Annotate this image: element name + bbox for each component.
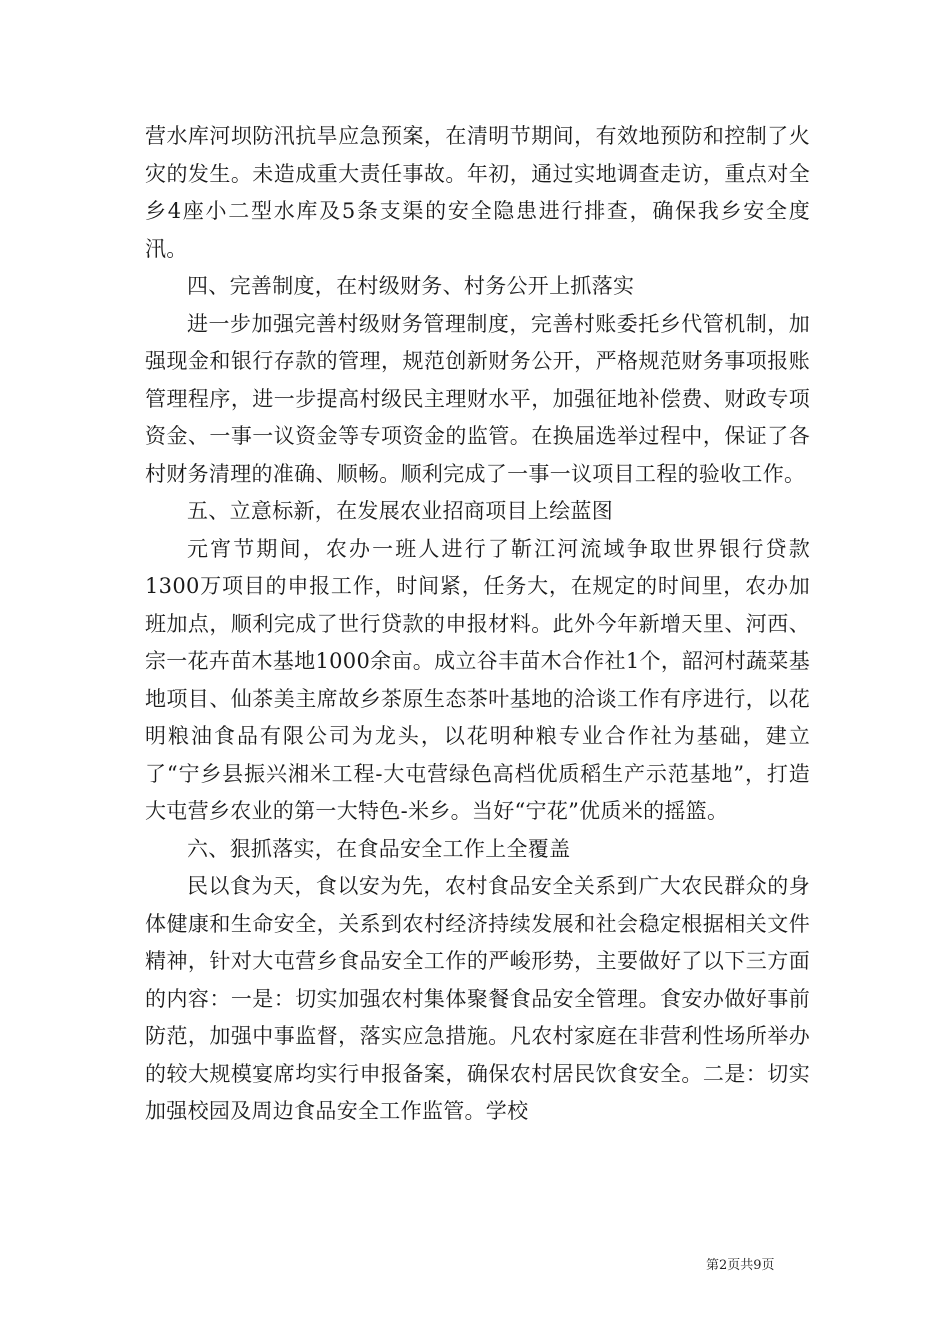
paragraph-flood-control: 营水库河坝防汛抗旱应急预案，在清明节期间，有效地预防和控制了火灾的发生。未造成重大责任事故。年初，通过实地调查走访，重点对全乡4座小二型水库及5条支渠的安全隐患进行排查，确保我乡安全度汛。	[145, 124, 810, 261]
page-number-footer: 第2页共9页	[706, 1258, 775, 1273]
paragraph-food-safety: 民以食为天，食以安为先，农村食品安全关系到广大农民群众的身体健康和生命安全，关系到农村经济持续发展和社会稳定根据相关文件精神，针对大屯营乡食品安全工作的严峻形势，主要做好了以下三方面的内容：一是：切实加强农村集体聚餐食品安全管理。食安办做好事前防范，加强中事监督，落实应急措施。凡农村家庭在非营利性场所举办的较大规模宴席均实行申报备案，确保农村居民饮食安全。二是：切实加强校园及周边食品安全工作监管。学校	[145, 874, 810, 1123]
paragraph-agriculture: 元宵节期间，农办一班人进行了靳江河流域争取世界银行贷款1300万项目的申报工作，时间紧，任务大，在规定的时间里，农办加班加点，顺利完成了世行贷款的申报材料。此外今年新增天里、河西、宗一花卉苗木基地1000余亩。成立谷丰苗木合作社1个，韶河村蔬菜基地项目、仙茶美主席故乡茶原生态茶叶基地的洽谈工作有序进行，以花明粮油食品有限公司为龙头，以花明种粮专业合作社为基础，建立了“宁乡县振兴湘米工程-大屯营绿色高档优质稻生产示范基地”，打造大屯营乡农业的第一大特色-米乡。当好“宁花”优质米的摇篮。	[145, 536, 810, 823]
document-body	[145, 118, 810, 1131]
section-heading-food-safety: 六、狠抓落实，在食品安全工作上全覆盖	[187, 836, 571, 861]
paragraph-finance: 进一步加强完善村级财务管理制度，完善村账委托乡代管机制，加强现金和银行存款的管理，规范创新财务公开，严格规范财务事项报账管理程序，进一步提高村级民主理财水平，加强征地补偿费、财政专项资金、一事一议资金等专项资金的监管。在换届选举过程中，保证了各村财务清理的准确、顺畅。顺利完成了一事一议项目工程的验收工作。	[145, 311, 810, 486]
section-heading-finance: 四、完善制度，在村级财务、村务公开上抓落实	[187, 274, 635, 298]
section-heading-agriculture: 五、立意标新，在发展农业招商项目上绘蓝图	[187, 499, 613, 523]
